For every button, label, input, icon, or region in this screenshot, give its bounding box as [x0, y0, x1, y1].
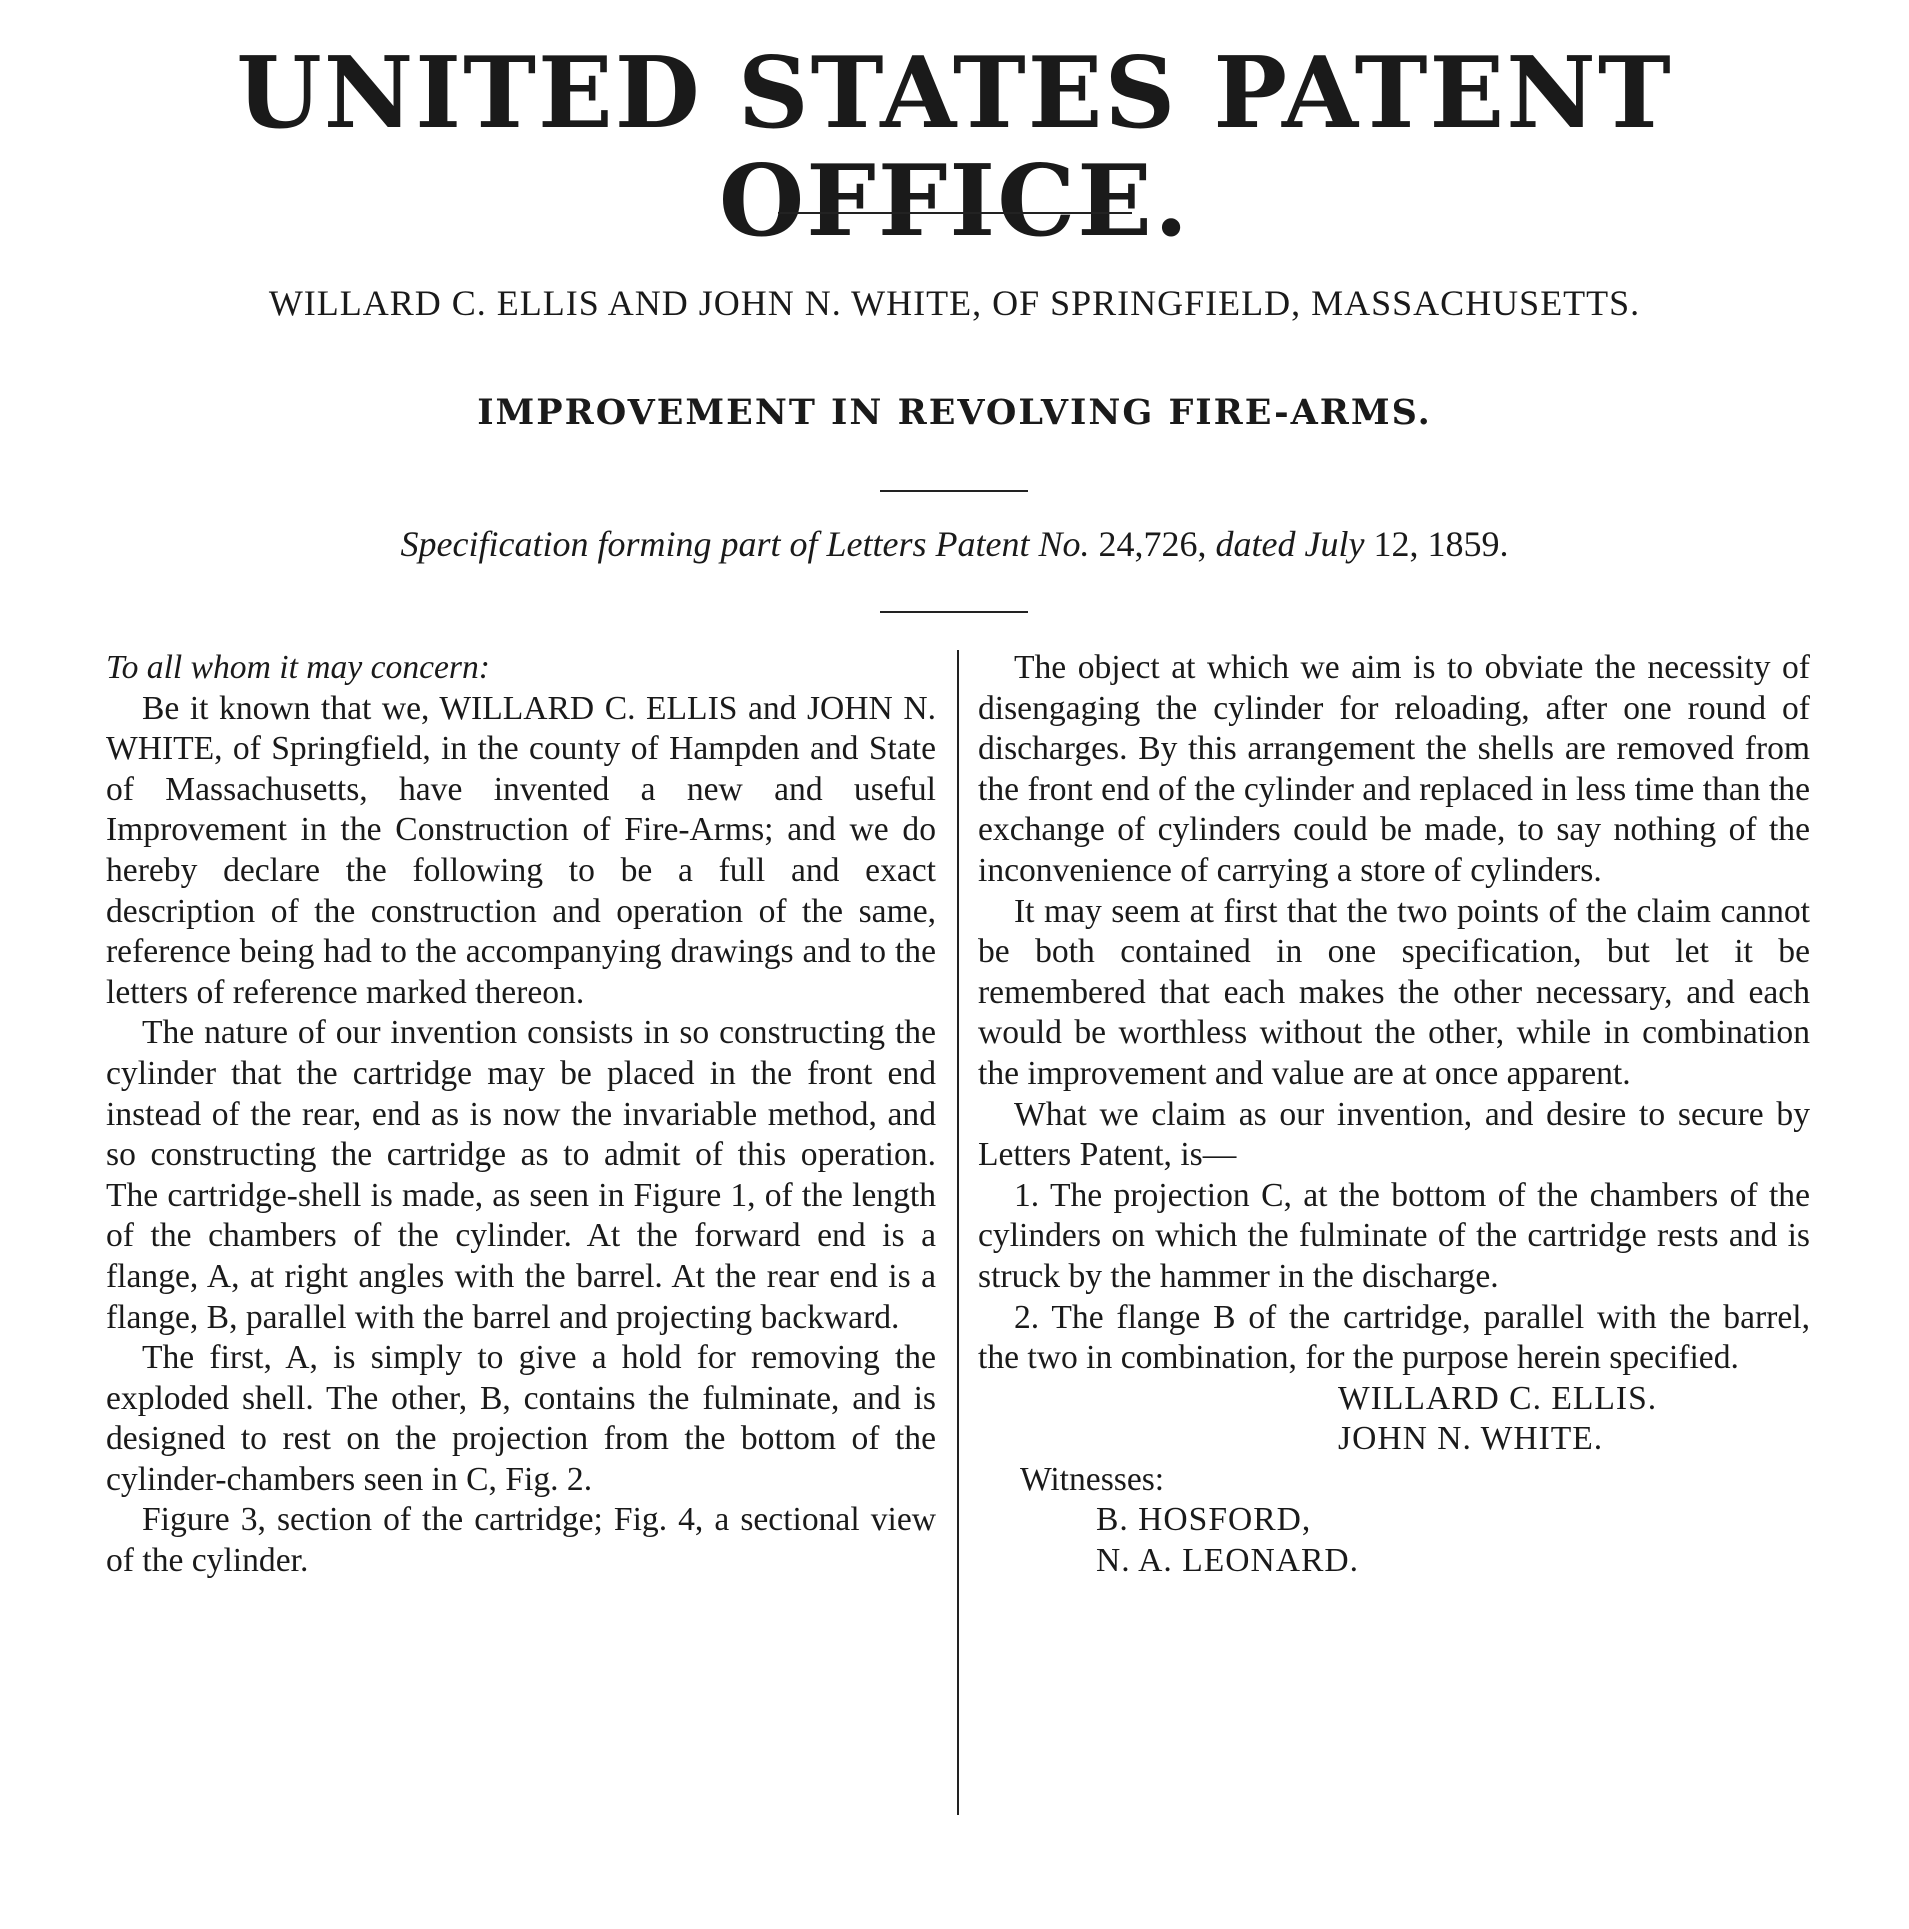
divider-rule	[778, 212, 1132, 214]
paragraph: The object at which we aim is to obviate the necessity of disengaging the cylinder for reloading, after one round of discharges. By this arrangement the shells are removed from the front end of the cylinder and replaced in less time than the exchange of cylinders could be made, to say nothing of the inconvenience of carrying a store of cylinders.	[978, 649, 1810, 889]
spec-italic-part: dated July	[1215, 524, 1365, 564]
spec-italic-part: Specification forming part of Letters Patent No.	[400, 524, 1090, 564]
witness-name: N. A. LEONARD.	[1096, 1542, 1360, 1580]
claim-item: 1. The projection C, at the bottom of the chambers of the cylinders on which the fulminate of the cartridge rests and is struck by the hammer in the discharge.	[978, 1176, 1810, 1295]
left-column	[106, 648, 936, 1582]
inventor-signature: JOHN N. WHITE.	[1338, 1420, 1604, 1458]
patent-number: 24,726,	[1089, 524, 1216, 564]
patent-date: 12, 1859.	[1364, 524, 1509, 564]
office-title: UNITED STATES PATENT OFFICE.	[236, 36, 1673, 259]
signature-block	[978, 1379, 1810, 1582]
paragraph: It may seem at first that the two points of the claim cannot be both contained in one specification, but let it be remembered that each makes the other necessary, and each would be worthless without the other, while in combination the improvement and value are at once apparent.	[978, 892, 1810, 1092]
paragraph: Be it known that we, WILLARD C. ELLIS and JOHN N. WHITE, of Springfield, in the county of Hampden and State of Massachusetts, have invented a new and useful Improvement in the Construction of Fire-Arms; and we do hereby declare the following to be a full and exact description of the construction and operation of the same, reference being had to the accompanying drawings and to the letters of reference marked thereon.	[106, 689, 936, 1011]
right-column	[978, 648, 1810, 1582]
divider-rule	[880, 611, 1028, 613]
divider-rule	[880, 490, 1028, 492]
salutation: To all whom it may concern:	[106, 649, 490, 686]
claim-item: 2. The flange B of the cartridge, parallel with the barrel, the two in combination, for the purpose herein specified.	[978, 1298, 1810, 1377]
paragraph: What we claim as our invention, and desire to secure by Letters Patent, is—	[978, 1095, 1810, 1174]
inventor-signature: WILLARD C. ELLIS.	[1338, 1379, 1658, 1417]
column-divider	[957, 650, 959, 1815]
witness-name: B. HOSFORD,	[1096, 1501, 1312, 1539]
inventors-line: WILLARD C. ELLIS AND JOHN N. WHITE, OF SPRINGFIELD, MASSACHUSETTS.	[268, 283, 1641, 323]
witnesses-label: Witnesses:	[1020, 1460, 1165, 1498]
paragraph: The nature of our invention consists in so constructing the cylinder that the cartridge may be placed in the front end instead of the rear, end as is now the invariable method, and so constructing the cartridge as to admit of this operation. The cartridge-shell is made, as seen in Figure 1, of the length of the chambers of the cylinder. At the forward end is a flange, A, at right angles with the barrel. At the rear end is a flange, B, parallel with the barrel and projecting backward.	[106, 1014, 936, 1336]
paragraph: The first, A, is simply to give a hold for removing the exploded shell. The other, B, contains the fulminate, and is designed to rest on the projection from the bottom of the cylinder-chambers seen in C, Fig. 2.	[106, 1339, 936, 1498]
improvement-title: IMPROVEMENT IN REVOLVING FIRE-ARMS.	[477, 392, 1432, 433]
specification-line	[0, 523, 1909, 565]
paragraph: Figure 3, section of the cartridge; Fig. 4, a sectional view of the cylinder.	[106, 1501, 936, 1580]
